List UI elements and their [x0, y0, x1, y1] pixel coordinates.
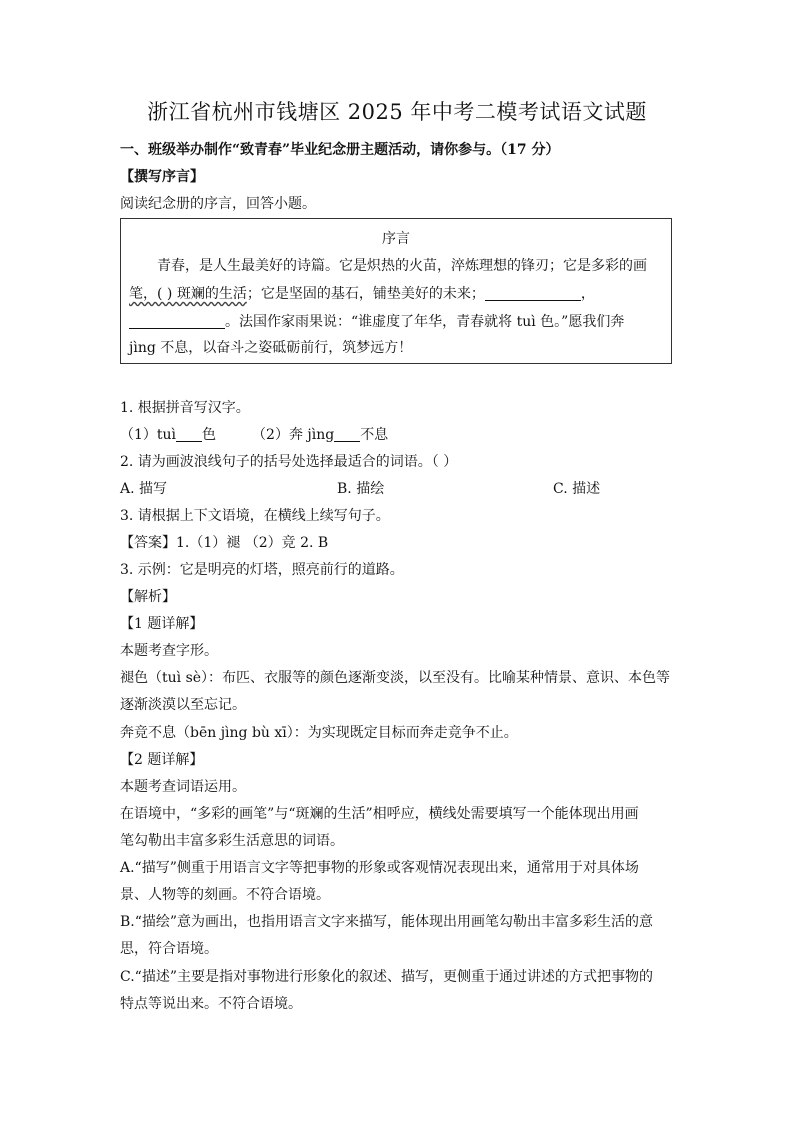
answer-line-2: 3. 示例：它是明亮的灯塔，照亮前行的道路。 [120, 562, 404, 578]
detail-2-line-8: C.“描述”主要是指对事物进行形象化的叙述、描写，更侧重于通过讲述的方式把事物的 [120, 969, 653, 985]
detail-2-line-1: 本题考查词语运用。 [120, 779, 246, 795]
detail-2-line-5: 景、人物等的刻画。不符合语境。 [120, 887, 330, 903]
preface-line-2 [129, 283, 595, 303]
question-2: 2. 请为画波浪线句子的括号处选择最适合的词语。（ ） [120, 454, 458, 470]
question-1a-blank[interactable] [176, 427, 202, 442]
question-1a-suffix: 色 [202, 427, 217, 443]
detail-2-line-6: B.“描绘”意为画出，也指用语言文字来描写，能体现出用画笔勾勒出丰富多彩生活的意 [120, 914, 654, 930]
section-heading: 一、班级举办制作“致青春”毕业纪念册主题活动，请你参与。（17 分） [120, 142, 560, 158]
preface-box [120, 218, 672, 364]
fill-blank-1[interactable] [485, 286, 581, 301]
detail-2-line-4: A.“描写”侧重于用语言文字等把事物的形象或客观情况表现出来，通常用于对具体场 [120, 860, 639, 876]
preface-line-4: jìng 不息，以奋斗之姿砥砺前行，筑梦远方！ [129, 340, 413, 356]
detail-2-heading: 【2 题详解】 [120, 752, 204, 768]
question-1-items [120, 424, 388, 444]
detail-1-heading: 【1 题详解】 [120, 616, 204, 632]
detail-2-line-2: 在语境中，“多彩的画笔”与“斑斓的生活”相呼应，横线处需要填写一个能体现出用画 [120, 806, 639, 822]
section-instruction: 阅读纪念册的序言，回答小题。 [120, 196, 316, 212]
preface-line-3 [129, 311, 624, 331]
question-1b-suffix: 不息 [360, 427, 389, 443]
section-subheading: 【撰写序言】 [120, 169, 204, 185]
wavy-underlined-sentence: 笔，( ) 斑斓的生活 [129, 286, 247, 302]
question-1a-label: （1）tuì [120, 427, 177, 443]
detail-2-line-3: 笔勾勒出丰富多彩生活意思的词语。 [120, 833, 344, 849]
preface-line-2-rest: ；它是坚固的基石，铺垫美好的未来； [246, 286, 485, 302]
option-b[interactable]: B. 描绘 [337, 481, 385, 497]
question-1b-blank[interactable] [334, 427, 360, 442]
detail-1-line-4: 奔竞不息（bēn jìng bù xī）：为实现既定目标而奔走竞争不止。 [120, 725, 518, 741]
answer-line-1: 【答案】1.（1）褪 （2）竞 2. B [120, 535, 329, 551]
detail-2-line-7: 思，符合语境。 [120, 941, 218, 957]
question-1: 1. 根据拼音写汉字。 [120, 400, 250, 416]
page-title: 浙江省杭州市钱塘区 2025 年中考二模考试语文试题 [147, 100, 647, 124]
preface-line-1: 青春，是人生最美好的诗篇。它是炽热的火苗，淬炼理想的锋刃；它是多彩的画 [157, 258, 647, 274]
detail-1-line-1: 本题考查字形。 [120, 643, 218, 659]
option-a[interactable]: A. 描写 [120, 481, 168, 497]
preface-line-3-rest: 。法国作家雨果说：“谁虚度了年华，青春就将 tuì 色。”愿我们奔 [225, 314, 625, 330]
question-3: 3. 请根据上下文语境，在横线上续写句子。 [120, 508, 390, 524]
preface-title: 序言 [382, 231, 410, 247]
detail-1-line-3: 逐渐淡漠以至忘记。 [120, 697, 246, 713]
preface-line-2-comma: ， [580, 286, 595, 302]
question-1b-label: （2）奔 jìng [252, 427, 335, 443]
analysis-heading: 【解析】 [120, 589, 176, 605]
fill-blank-2[interactable] [129, 314, 225, 329]
detail-1-line-2: 褪色（tuì sè）：布匹、衣服等的颜色逐渐变淡，以至没有。比喻某种情景、意识、本色等 [120, 670, 671, 686]
detail-2-line-9: 特点等说出来。不符合语境。 [120, 996, 302, 1012]
option-c[interactable]: C. 描述 [553, 481, 601, 497]
